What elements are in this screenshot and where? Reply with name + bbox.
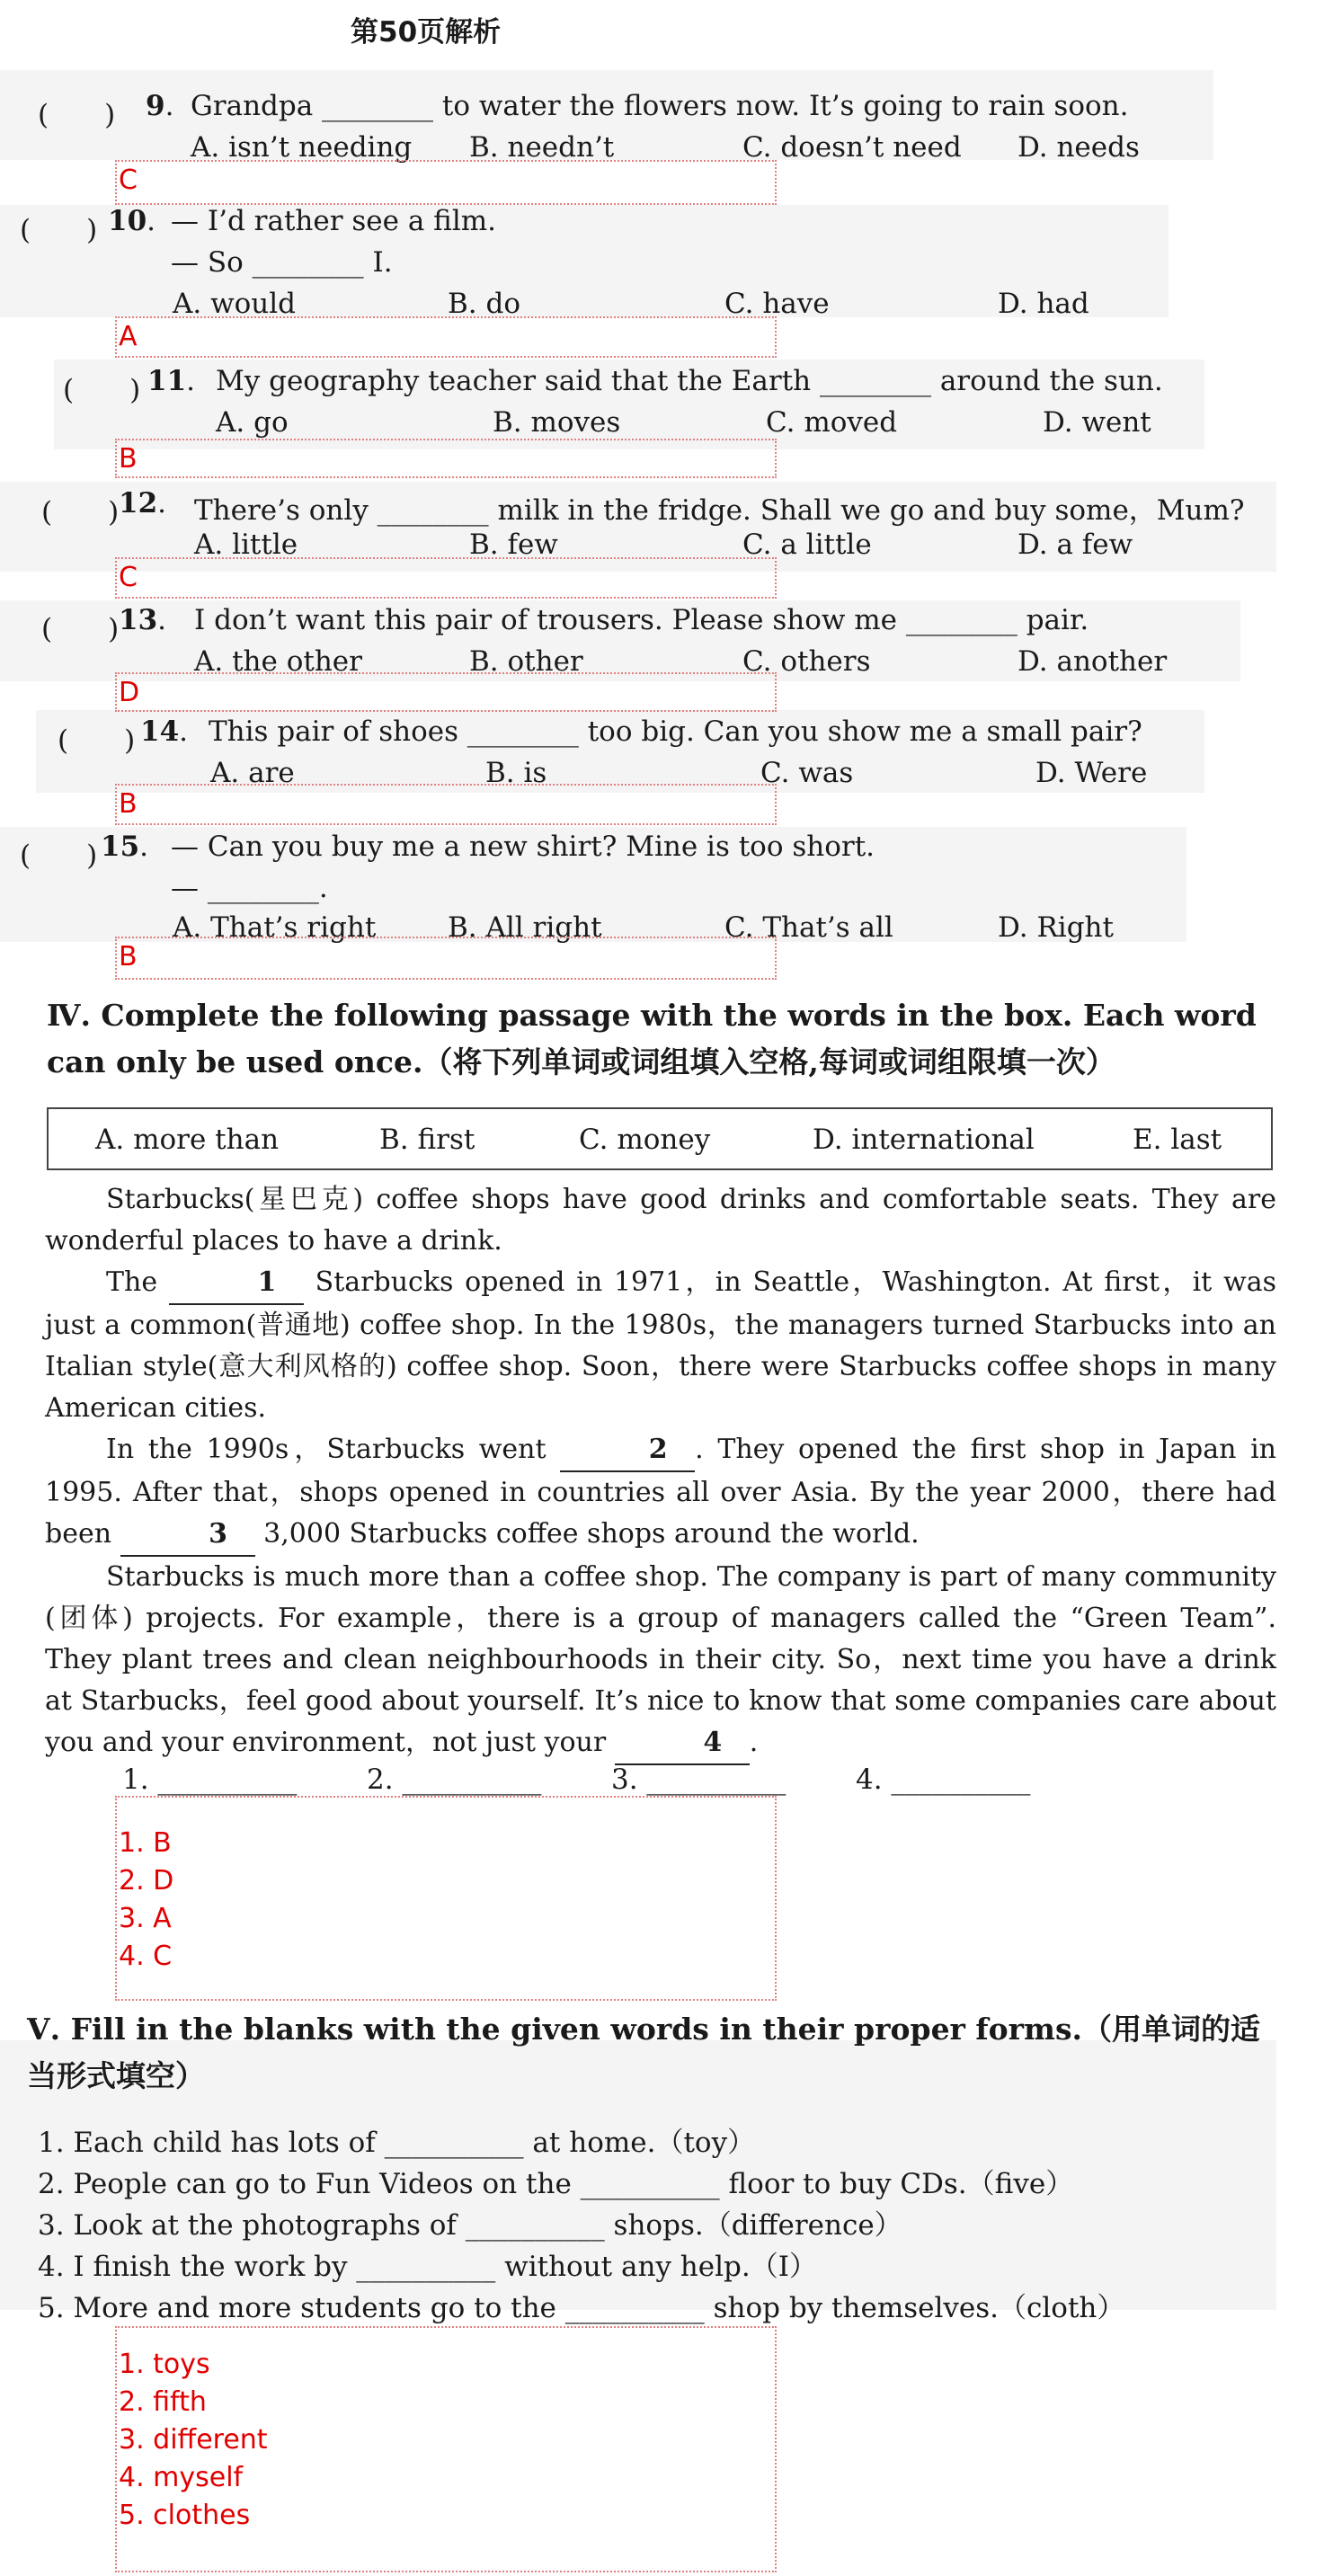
option-c: C. moved	[766, 406, 898, 439]
answer-paren: ( )	[38, 99, 116, 131]
answer-box	[115, 439, 777, 478]
option-a: A. That’s right	[173, 911, 377, 944]
passage-paragraph-2: The 1 Starbucks opened in 1971，in Seattle，Washington. At first，it was just a common(普通地) coffee shop. In the 1980s，the managers turned Starbucks into an Italian style(意大利风格的) coffee shop. Soon，there were Starbucks coffee shops in many American cities.	[45, 1262, 1276, 1429]
answer-paren: ( )	[20, 839, 98, 872]
answer-text: B	[119, 443, 138, 475]
word-option: B. first	[379, 1124, 475, 1156]
blank-3: 3	[120, 1514, 255, 1557]
answer-text: 4. C	[119, 1941, 173, 1972]
answer-text: 3. different	[119, 2424, 268, 2456]
exercise-item: 5. More and more students go to the __________ shop by themselves.（cloth）	[38, 2292, 1125, 2324]
option-a: A. go	[216, 406, 289, 439]
answer-paren: ( )	[58, 724, 136, 757]
option-a: A. are	[210, 757, 295, 789]
word-box	[47, 1107, 1273, 1170]
question-stem: My geography teacher said that the Earth ________ around the sun.	[216, 365, 1163, 397]
question-stem: — I’d rather see a film.	[171, 205, 497, 237]
question-stem-line2: — So ________ I.	[171, 246, 393, 279]
option-d: D. had	[998, 288, 1089, 320]
exercise-item: 1. Each child has lots of __________ at home.（toy）	[38, 2127, 756, 2159]
exercise-item: 4. I finish the work by __________ without any help.（I）	[38, 2251, 817, 2283]
page-title: 第50页解析	[351, 16, 502, 49]
passage-paragraph-1: Starbucks(星巴克) coffee shops have good drinks and comfortable seats. They are wonderful places to have a drink.	[45, 1184, 1276, 1257]
answer-box	[115, 784, 777, 825]
question-number: 15.	[101, 831, 148, 863]
answer-text: 5. clothes	[119, 2500, 251, 2531]
section-5-heading: Ⅴ. Fill in the blanks with the given words in their proper forms.（用单词的适当形式填空）	[27, 2012, 1261, 2093]
option-d: D. another	[1018, 645, 1168, 678]
option-b: B. do	[448, 288, 520, 320]
option-c: C. have	[724, 288, 830, 320]
answer-box	[115, 672, 777, 712]
word-option: E. last	[1133, 1124, 1222, 1156]
answer-text: D	[119, 677, 140, 708]
answer-text: 1. toys	[119, 2349, 210, 2380]
passage-paragraph-3: In the 1990s，Starbucks went 2 . They opened the first shop in Japan in 1995. After that，shops opened in countries all over Asia. By the year 2000，there had been 3 3,000 Starbucks coffee shops around the world.	[45, 1429, 1276, 1557]
option-a: A. isn’t needing	[191, 131, 413, 164]
option-b: B. other	[469, 645, 583, 678]
answer-text: C	[119, 164, 138, 196]
option-b: B. moves	[493, 406, 621, 439]
question-stem: There’s only ________ milk in the fridge. Shall we go and buy some，Mum?	[194, 494, 1245, 527]
option-a: A. would	[173, 288, 297, 320]
answer-text: B	[119, 941, 138, 973]
answer-box	[115, 316, 777, 358]
answer-paren: ( )	[20, 214, 98, 246]
word-option: A. more than	[95, 1124, 280, 1156]
question-stem-line2: — ________.	[171, 872, 328, 904]
option-d: D. Right	[998, 911, 1114, 944]
question-number: 13.	[119, 604, 166, 636]
answer-text: 4. myself	[119, 2462, 244, 2493]
answer-text: 1. B	[119, 1827, 172, 1859]
option-c: C. doesn’t need	[742, 131, 962, 164]
answer-text: C	[119, 562, 138, 593]
question-number: 9.	[146, 90, 174, 122]
word-option: C. money	[579, 1124, 711, 1156]
word-option: D. international	[813, 1124, 1035, 1156]
question-number: 14.	[140, 715, 188, 748]
option-c: C. That’s all	[724, 911, 893, 944]
answer-box	[115, 160, 777, 205]
question-number: 10.	[108, 205, 156, 237]
option-c: C. a little	[742, 529, 872, 561]
answer-text: 2. D	[119, 1865, 174, 1896]
answer-text: A	[119, 321, 138, 352]
answer-box	[115, 1796, 777, 2001]
question-number: 12.	[119, 487, 166, 520]
answer-line: 1. __________	[122, 1763, 298, 1796]
blank-4: 4	[615, 1722, 750, 1765]
answer-line: 3. __________	[611, 1763, 786, 1796]
section-4-heading: Ⅳ. Complete the following passage with the words in the box. Each word can only be used once.（将下列单词或词组填入空格,每词或词组限填一次）	[47, 998, 1257, 1079]
answer-box	[115, 557, 777, 599]
answer-text: 3. A	[119, 1903, 172, 1934]
option-a: A. the other	[194, 645, 362, 678]
answer-paren: ( )	[41, 613, 120, 645]
passage	[45, 1179, 1276, 1765]
answer-text: 2. fifth	[119, 2386, 207, 2418]
blank-2: 2	[560, 1429, 695, 1472]
option-b: B. is	[485, 757, 547, 789]
blank-1: 1	[169, 1262, 304, 1305]
option-c: C. others	[742, 645, 871, 678]
option-b: B. All right	[448, 911, 602, 944]
question-stem: Grandpa ________ to water the flowers now. It’s going to rain soon.	[191, 90, 1129, 122]
question-stem: — Can you buy me a new shirt? Mine is too short.	[171, 831, 875, 863]
option-b: B. few	[469, 529, 558, 561]
option-c: C. was	[760, 757, 854, 789]
exercise-item: 2. People can go to Fun Videos on the __________ floor to buy CDs.（five）	[38, 2168, 1074, 2200]
answer-box	[115, 937, 777, 980]
answer-line: 4. __________	[856, 1763, 1031, 1796]
answer-paren: ( )	[41, 496, 120, 529]
option-d: D. needs	[1018, 131, 1140, 164]
option-a: A. little	[194, 529, 298, 561]
option-b: B. needn’t	[469, 131, 615, 164]
option-d: D. a few	[1018, 529, 1133, 561]
question-stem: I don’t want this pair of trousers. Please show me ________ pair.	[194, 604, 1089, 636]
question-stem: This pair of shoes ________ too big. Can you show me a small pair?	[209, 715, 1142, 748]
passage-paragraph-4: Starbucks is much more than a coffee shop. The company is part of many community (团体) projects. For example，there is a group of managers called the “Green Team”. They plant trees and clean neighbourhoods in their city. So，next time you have a drink at Starbucks，feel good about yourself. It’s nice to know that some companies care about you and your environment，not just your 4 .	[45, 1557, 1276, 1765]
answer-paren: ( )	[63, 374, 141, 406]
question-number: 11.	[147, 365, 195, 397]
answer-box	[115, 2326, 777, 2572]
answer-text: B	[119, 788, 138, 820]
option-d: D. went	[1043, 406, 1151, 439]
answer-line: 2. __________	[367, 1763, 542, 1796]
exercise-item: 3. Look at the photographs of __________ shops.（difference）	[38, 2209, 902, 2242]
option-d: D. Were	[1035, 757, 1148, 789]
